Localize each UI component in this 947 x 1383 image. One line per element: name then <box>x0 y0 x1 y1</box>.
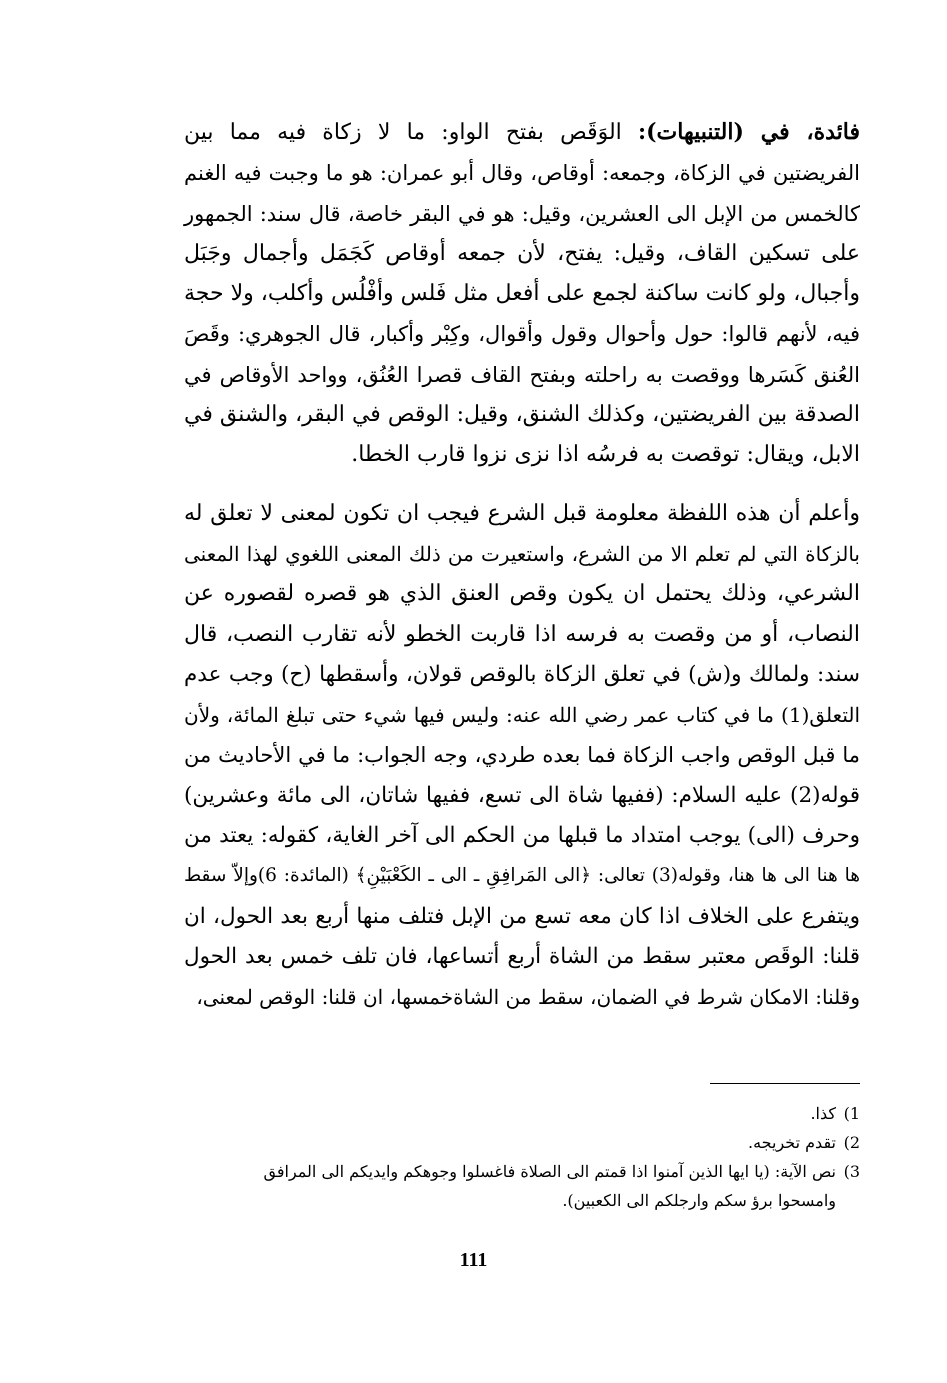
line-text: الفريضتين في الزكاة، وجمعه: أوقاص، وقال أبو عمران: هو ما وجبت فيه الغنم <box>184 161 860 186</box>
line-text: النصاب، أو من وقصت به فرسه اذا قاربت الخطو لأنه تقارب النصب، قال <box>184 621 860 647</box>
footnote <box>184 1099 860 1128</box>
footnote-line: وامسحوا برؤ سكم وارجلكم الى الكعبين). <box>562 1191 836 1210</box>
text-line <box>184 695 860 735</box>
footnote-text <box>184 1157 836 1215</box>
footnote-text <box>184 1128 836 1157</box>
main-text <box>184 112 860 1018</box>
line-text: على تسكين القاف، وقيل: يفتح، لأن جمعه أوقاص كَجَمَل وأجمال وجَبَل <box>184 240 860 266</box>
text-line <box>184 776 860 816</box>
text-line <box>184 314 860 354</box>
footnote-line: تقدم تخريجه. <box>748 1133 836 1152</box>
text-line <box>184 655 860 695</box>
text-line <box>184 534 860 574</box>
line-text: وحرف (الى) يوجب امتداد ما قبلها من الحكم الى آخر الغاية، كقوله: يعتد من <box>184 823 860 849</box>
text-line <box>184 194 860 234</box>
footnote <box>184 1128 860 1157</box>
footnote-separator <box>710 1083 860 1084</box>
line-text: فيه، لأنهم قالوا: حول وأحوال وقول وأقوال، وكِبْر وأكبار، قال الجوهري: وقَصَ <box>184 322 860 347</box>
text-line <box>184 816 860 856</box>
footnote <box>184 1157 860 1215</box>
line-text: الشرعي، وذلك يحتمل ان يكون وقص العنق الذي هو قصره لقصوره عن <box>184 581 860 607</box>
text-line <box>184 274 860 314</box>
line-text: سند: ولمالك و(ش) في تعلق الزكاة بالوقص قولان، وأسقطها (ح) وجب عدم <box>184 661 860 687</box>
text-line <box>184 234 860 274</box>
line-text: الوَقَص بفتح الواو: ما لا زكاة فيه مما بين <box>184 120 622 145</box>
footnote-line: نص الآية: (يا ايها الذين آمنوا اذا قمتم الى الصلاة فاغسلوا وجوهكم وايديكم الى المرافق <box>263 1162 836 1181</box>
line-text: الابل، ويقال: توقصت به فرسُه اذا نزى نزوا قارب الخطا. <box>351 442 860 468</box>
text-line <box>184 615 860 655</box>
line-text: وأجبال، ولو كانت ساكنة لجمع على أفعل مثل فَلس وأفْلُس وأكلب، ولا حجة <box>184 281 860 307</box>
text-line <box>184 937 860 977</box>
text-line <box>184 112 860 153</box>
line-text: وأعلم أن هذه اللفظة معلومة قبل الشرع فيجب ان تكون لمعنى لا تعلق له <box>184 500 860 526</box>
footnote-line: كذا. <box>810 1104 836 1123</box>
text-line <box>184 355 860 395</box>
line-text: الصدقة بين الفريضتين، وكذلك الشنق، وقيل: الوقص في البقر، والشنق في <box>184 402 860 428</box>
text-line <box>184 153 860 193</box>
footnote-text <box>184 1099 836 1128</box>
line-text: التعلق(1) ما في كتاب عمر رضي الله عنه: وليس فيها شيء حتى تبلغ المائة، ولأن <box>184 703 860 728</box>
footnote-number: 3) <box>843 1162 860 1181</box>
text-line <box>184 735 860 775</box>
footnote-number: 2) <box>843 1133 860 1152</box>
page-number: 111 <box>459 1249 488 1271</box>
line-text: قلنا: الوقَص معتبر سقط من الشاة أربع أتساعها، فان تلف خمس بعد الحول <box>184 943 860 969</box>
footnotes <box>184 1099 860 1215</box>
line-text: ويتفرع على الخلاف اذا كان معه تسع من الإبل فتلف منها أربع بعد الحول، ان <box>184 903 860 929</box>
footnote-number: 1) <box>843 1104 860 1123</box>
text-line <box>184 435 860 475</box>
paragraph <box>184 494 860 1018</box>
text-line <box>184 977 860 1017</box>
text-line <box>184 574 860 614</box>
line-text: ما قبل الوقص واجب الزكاة فما بعده طردي، وجه الجواب: ما في الأحاديث من <box>184 743 860 768</box>
line-text: بالزكاة التي لم تعلم الا من الشرع، واستعيرت من ذلك المعنى اللغوي لهذا المعنى <box>184 541 860 566</box>
line-text: العُنق كَسَرها ووقصت به راحلته وبفتح القاف قصرا العُنُق، وواحد الأوقاص في <box>184 362 860 387</box>
text-line <box>184 395 860 435</box>
paragraph-lead: فائدة، في (التنبيهات): <box>638 119 860 145</box>
line-text: وقلنا: الامكان شرط في الضمان، سقط من الشاةخمسها، ان قلنا: الوقص لمعنى، <box>196 985 860 1010</box>
text-line <box>184 856 860 896</box>
text-line <box>184 494 860 534</box>
line-text: قوله(2) عليه السلام: (ففيها شاة الى تسع، ففيها شاتان، الى مائة وعشرين) <box>184 782 860 808</box>
paragraph <box>184 112 860 476</box>
line-text: كالخمس من الإبل الى العشرين، وقيل: هو في البقر خاصة، قال سند: الجمهور <box>184 201 860 226</box>
text-line <box>184 897 860 937</box>
line-text: ها هنا الى ها هنا، وقوله(3) تعالى: ﴿الى المَرافِقِ ـ الى ـ الكَعْبَيْنِ﴾ (المائدة: 6)وإلاّ سقط <box>184 865 860 887</box>
